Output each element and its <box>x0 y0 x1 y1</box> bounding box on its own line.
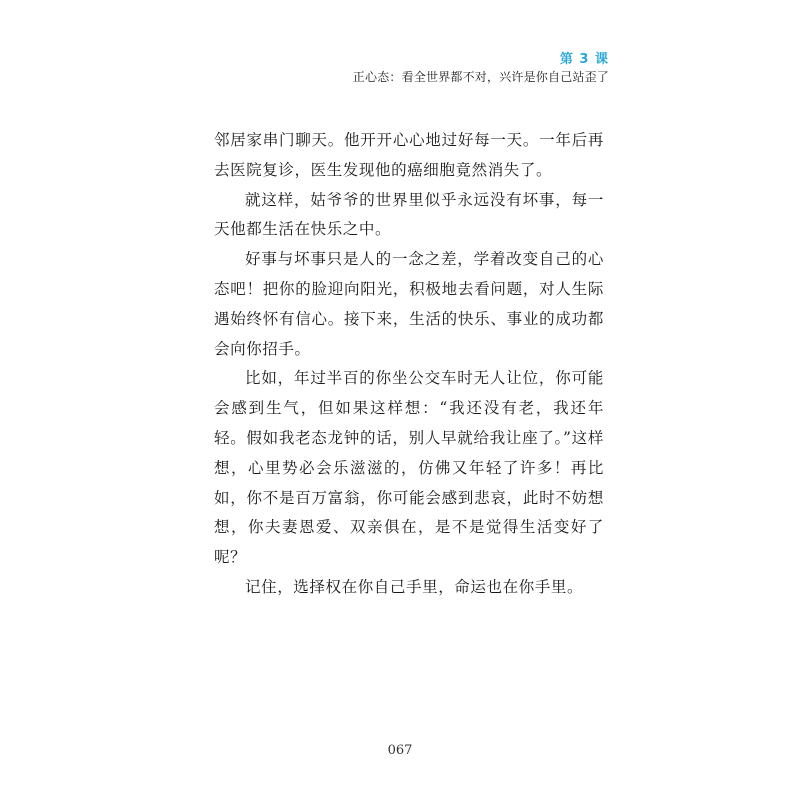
lesson-subtitle: 正心态：看全世界都不对，兴许是你自己站歪了 <box>352 70 609 84</box>
page-number: 067 <box>387 743 413 758</box>
paragraph: 记住，选择权在你自己手里，命运也在你手里。 <box>245 577 584 596</box>
paragraph-continued: 邻居家串门聊天。他开开心心地过好每一天。一年后再去医院复诊，医生发现他的癌细胞竟然消失了。 <box>214 131 604 179</box>
body-text <box>214 126 604 603</box>
paragraph: 就这样，姑爷爷的世界里似乎永远没有坏事，每一天他都生活在快乐之中。 <box>214 190 604 239</box>
paragraph: 比如，年过半百的你坐公交车时无人让位，你可能会感到生气，但如果这样想：“我还没有老，我还年轻。假如我老态龙钟的话，别人早就给我让座了。”这样想，心里势必会乐滋滋的，仿佛又年轻了许多！再比如，你不是百万富翁，你可能会感到悲哀，此时不妨想想，你夫妻恩爱、双亲俱在，是不是觉得生活变好了呢？ <box>214 369 604 567</box>
paragraph: 好事与坏事只是人的一念之差，学着改变自己的心态吧！把你的脸迎向阳光，积极地去看问题，对人生际遇始终怀有信心。接下来，生活的快乐、事业的成功都会向你招手。 <box>214 250 604 358</box>
running-header <box>353 52 609 85</box>
lesson-label: 第 3 课 <box>559 52 609 67</box>
